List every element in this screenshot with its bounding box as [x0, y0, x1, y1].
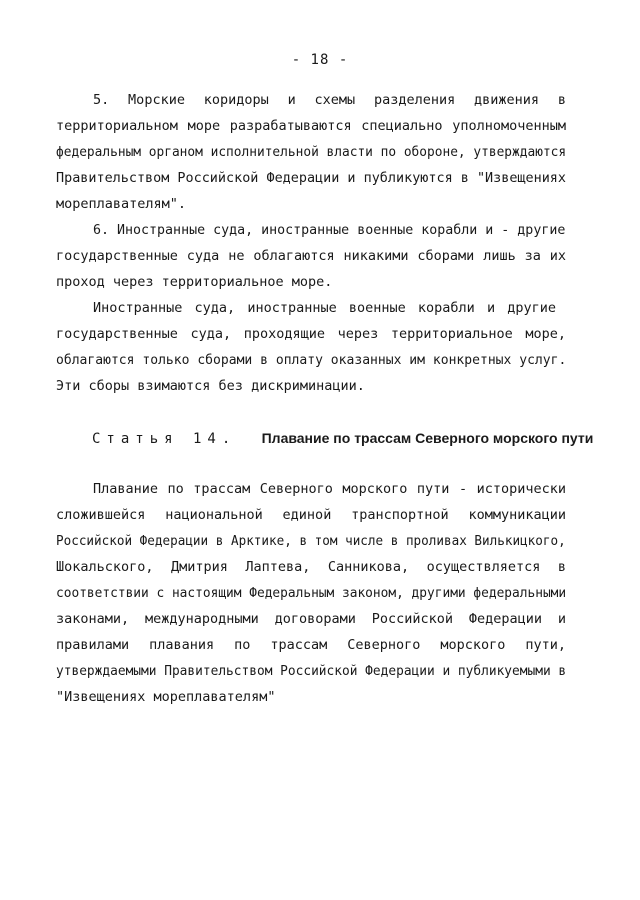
- article-paragraph-line-5: соответствии с настоящим Федеральным законом, другими федеральными: [56, 585, 567, 601]
- article-title: Плавание по трассам Северного морского пути: [261, 430, 594, 446]
- article-label: Статья 14.: [92, 431, 237, 447]
- paragraph-fees-line-2: государственные суда, проходящие через территориальное море,: [56, 326, 566, 342]
- paragraph-fees-line-3: облагаются только сборами в оплату оказанных им конкретных услуг.: [56, 352, 567, 368]
- paragraph-5-line-5: мореплавателям".: [56, 196, 187, 212]
- paragraph-5-line-3: федеральным органом исполнительной власти по обороне, утверждаются: [56, 144, 567, 160]
- article-paragraph-line-6: законами, международными договорами Российской Федерации и: [56, 611, 566, 627]
- article-paragraph-line-7: правилами плавания по трассам Северного морского пути,: [56, 637, 566, 653]
- article-paragraph-line-3: Российской Федерации в Арктике, в том числе в проливах Вилькицкого,: [56, 533, 566, 549]
- paragraph-5-line-4: Правительством Российской Федерации и публикуются в "Извещениях: [56, 170, 566, 186]
- paragraph-6-line-2: государственные суда не облагаются никакими сборами лишь за их: [56, 248, 566, 264]
- page-number: - 18 -: [291, 52, 349, 68]
- article-paragraph-line-8: утверждаемыми Правительством Российской Федерации и публикуемыми в: [56, 663, 567, 679]
- paragraph-5-line-2: территориальном море разрабатываются специально уполномоченным: [56, 118, 566, 134]
- paragraph-6-line-1: 6. Иностранные суда, иностранные военные корабли и - другие: [93, 222, 566, 238]
- article-paragraph-line-9: "Извещениях мореплавателям": [56, 689, 276, 705]
- article-heading: [92, 426, 594, 450]
- article-paragraph-line-2: сложившейся национальной единой транспортной коммуникации: [56, 507, 566, 523]
- paragraph-5-line-1: 5. Морские коридоры и схемы разделения движения в: [93, 92, 566, 108]
- article-paragraph-line-4: Шокальского, Дмитрия Лаптева, Санникова, осуществляется в: [56, 559, 566, 575]
- paragraph-fees-line-1: Иностранные суда, иностранные военные корабли и другие: [93, 300, 556, 316]
- paragraph-fees-line-4: Эти сборы взимаются без дискриминации.: [56, 378, 365, 394]
- paragraph-6-line-3: проход через территориальное море.: [56, 274, 333, 290]
- article-paragraph-line-1: Плавание по трассам Северного морского пути - исторически: [93, 481, 566, 497]
